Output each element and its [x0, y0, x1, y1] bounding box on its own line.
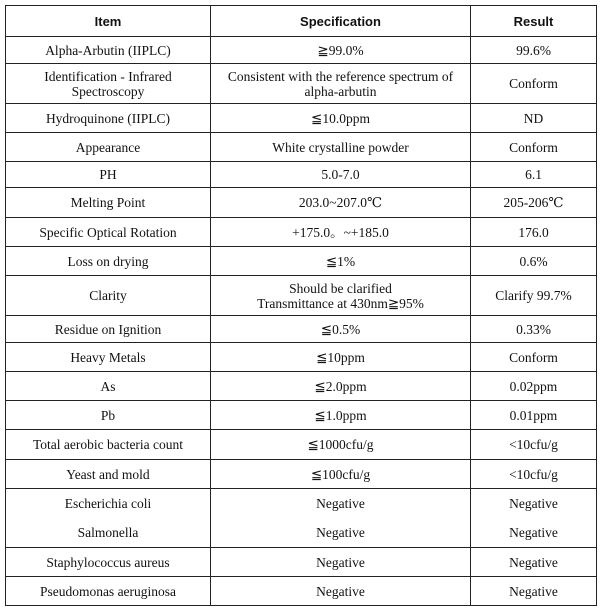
table-row: [6, 548, 597, 577]
header-result: Result: [471, 6, 597, 37]
spec-cell: ≧99.0%: [211, 37, 471, 64]
spec-cell: [211, 64, 471, 104]
result-cell: 99.6%: [471, 37, 597, 64]
result-cell: 0.33%: [471, 316, 597, 343]
table-row: [6, 133, 597, 162]
spec-line: Transmittance at 430nm≧95%: [257, 295, 424, 311]
result-cell: Negative: [471, 577, 597, 606]
item-cell: Salmonella: [6, 518, 211, 548]
table-row: [6, 518, 597, 548]
spec-line: alpha-arbutin: [304, 83, 377, 99]
table-row: [6, 64, 597, 104]
spec-cell: Negative: [211, 489, 471, 518]
spec-cell: [211, 276, 471, 316]
table-row: [6, 276, 597, 316]
result-cell: Negative: [471, 548, 597, 577]
header-row: [6, 6, 597, 37]
spec-cell: 5.0-7.0: [211, 162, 471, 188]
result-cell: Conform: [471, 133, 597, 162]
table-row: [6, 316, 597, 343]
table-row: [6, 218, 597, 247]
spec-cell: White crystalline powder: [211, 133, 471, 162]
item-cell: Pb: [6, 401, 211, 430]
spec-cell: Negative: [211, 548, 471, 577]
spec-cell: ≦1000cfu/g: [211, 430, 471, 460]
spec-cell: ≦0.5%: [211, 316, 471, 343]
table-row: [6, 162, 597, 188]
item-cell: Appearance: [6, 133, 211, 162]
item-line: Identification - Infrared: [44, 68, 172, 84]
table-row: [6, 401, 597, 430]
spec-cell: ≦1.0ppm: [211, 401, 471, 430]
spec-cell: ≦1%: [211, 247, 471, 276]
item-line: Spectroscopy: [71, 83, 145, 99]
result-cell: <10cfu/g: [471, 460, 597, 489]
item-cell: Yeast and mold: [6, 460, 211, 489]
item-cell: Total aerobic bacteria count: [6, 430, 211, 460]
result-cell: ND: [471, 104, 597, 133]
spec-cell: 203.0~207.0℃: [211, 188, 471, 218]
table-row: [6, 430, 597, 460]
spec-cell: Negative: [211, 577, 471, 606]
item-cell: Melting Point: [6, 188, 211, 218]
spec-cell: ≦100cfu/g: [211, 460, 471, 489]
result-cell: Conform: [471, 343, 597, 372]
result-cell: Negative: [471, 518, 597, 548]
result-cell: 0.01ppm: [471, 401, 597, 430]
result-cell: 6.1: [471, 162, 597, 188]
result-cell: 205-206℃: [471, 188, 597, 218]
spec-cell: +175.0。~+185.0: [211, 218, 471, 247]
item-cell: As: [6, 372, 211, 401]
item-cell: Residue on Ignition: [6, 316, 211, 343]
table-row: [6, 489, 597, 518]
result-cell: Negative: [471, 489, 597, 518]
table-row: [6, 577, 597, 606]
spec-line: Should be clarified: [289, 280, 392, 296]
item-cell: Escherichia coli: [6, 489, 211, 518]
item-cell: [6, 64, 211, 104]
header-specification: Specification: [211, 6, 471, 37]
item-cell: Staphylococcus aureus: [6, 548, 211, 577]
spec-cell: ≦10.0ppm: [211, 104, 471, 133]
item-cell: Clarity: [6, 276, 211, 316]
item-cell: Heavy Metals: [6, 343, 211, 372]
result-cell: <10cfu/g: [471, 430, 597, 460]
item-cell: PH: [6, 162, 211, 188]
result-cell: Clarify 99.7%: [471, 276, 597, 316]
spec-cell: ≦2.0ppm: [211, 372, 471, 401]
item-cell: Alpha-Arbutin (IIPLC): [6, 37, 211, 64]
item-cell: Specific Optical Rotation: [6, 218, 211, 247]
spec-line: Consistent with the reference spectrum of: [227, 68, 454, 84]
result-cell: 176.0: [471, 218, 597, 247]
table-row: [6, 343, 597, 372]
item-cell: Pseudomonas aeruginosa: [6, 577, 211, 606]
spec-cell: ≦10ppm: [211, 343, 471, 372]
result-cell: 0.02ppm: [471, 372, 597, 401]
item-cell: Hydroquinone (IIPLC): [6, 104, 211, 133]
result-cell: Conform: [471, 64, 597, 104]
table-row: [6, 372, 597, 401]
table-row: [6, 460, 597, 489]
specification-table: [5, 5, 597, 606]
table-row: [6, 37, 597, 64]
spec-cell: Negative: [211, 518, 471, 548]
table-row: [6, 247, 597, 276]
header-item: Item: [6, 6, 211, 37]
result-cell: 0.6%: [471, 247, 597, 276]
table-row: [6, 188, 597, 218]
item-cell: Loss on drying: [6, 247, 211, 276]
table-row: [6, 104, 597, 133]
